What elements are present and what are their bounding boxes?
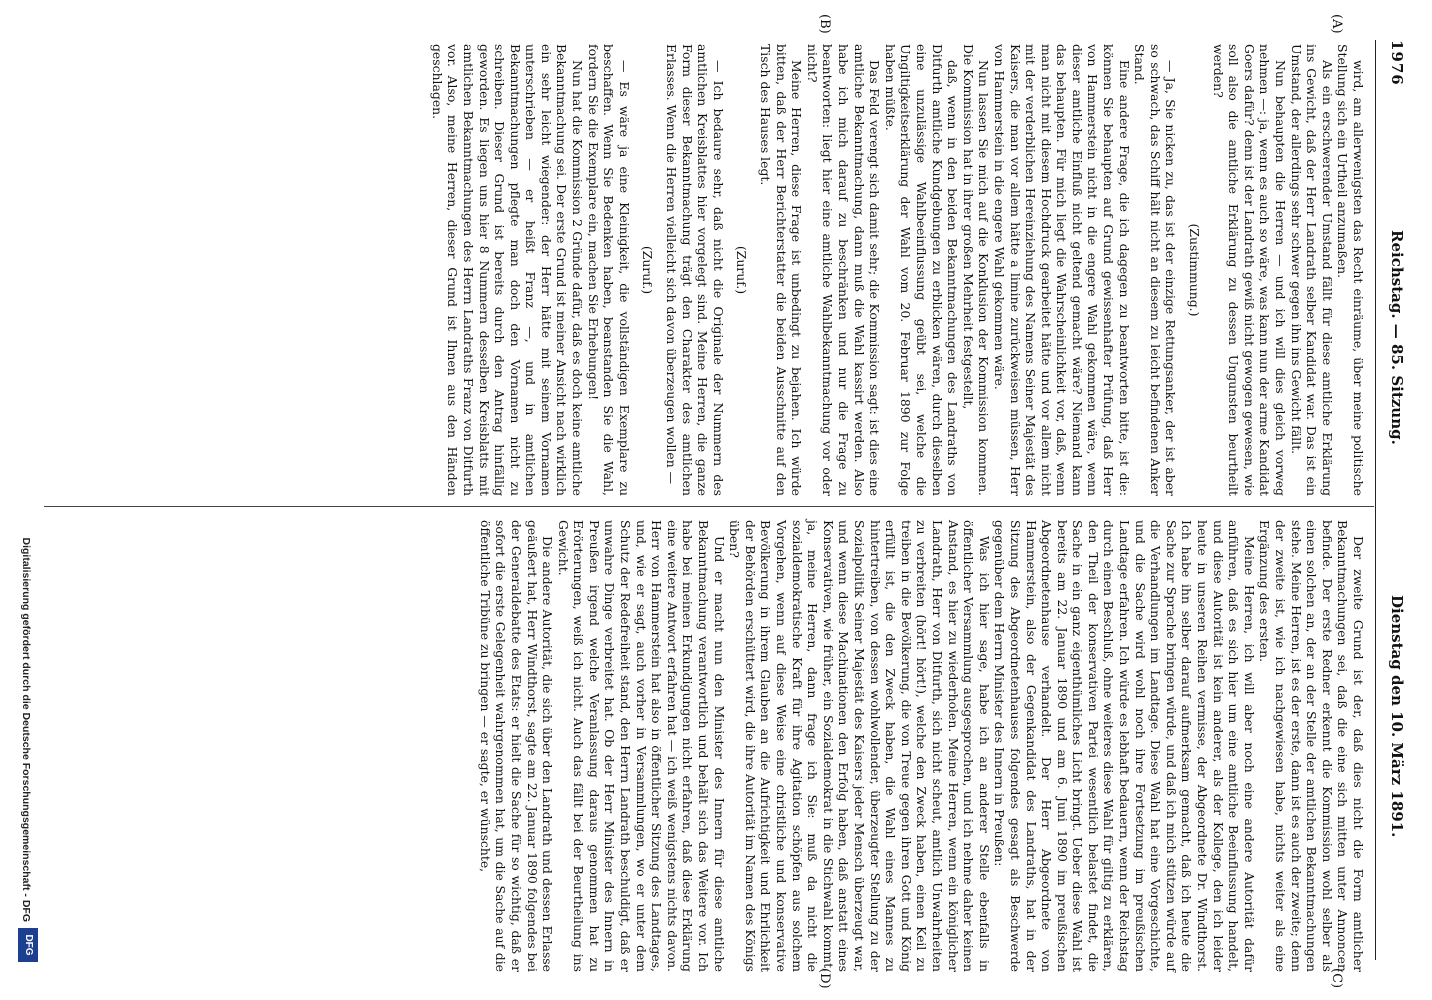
interjection: (Zuruf.) <box>640 245 656 295</box>
page-header <box>1380 40 1414 960</box>
paragraph: Das Feld verengt sich damit sehr; die Kommission sagt: ist dies eine amtliche Bekanntmachung, dann muß die Wahl kassirt werden. Also habe ich mich darauf zu beschränken und nur die Frage zu beantworten: liegt hier eine amtliche Wahlbekanntmachung vor oder nicht? <box>804 44 883 496</box>
margin-mark-b: (B) <box>817 14 832 34</box>
quoted-paragraph: Was ich hier sage, habe ich an anderer Stelle ebenfalls in öffentlicher Versammlung ausgesprochen, und ich nehme daher keinen Anstand, es hier zu wiederholen. Meine Herren, wenn ein königlicher Landrath, Herr von Ditfurth, sich nicht scheut, amtlich Unwahrheiten zu verbreiten (hört! hört!), welche den Zweck haben, einen Keil zu treiben in die Bevölkerung, die von Treue gegen ihren Gott und König erfüllt ist, die den Zweck haben, die Wahl eines Mannes zu hintertreiben, von dessen wohlwollender, überzeugter Stellung zu der Sozialpolitik Seiner Majestät des Kaisers jeder Mensch überzeugt war, und wenn diese Machinationen den Erfolg haben, daß anstatt eines Konservativen, wie früher, ein Sozialdemokrat in die Stichwahl kommt, ja, meine Herren, dann frage ich Sie: muß da nicht die sozialdemokratische Kraft für ihre Agitation schöpfen aus solchem Vorgehen, wenn auf diese Weise eine christliche und konservative Bevölkerung in ihrem Glauben an die Aufrichtigkeit und Ehrlichkeit der Behörden erschüttert wird, die ihre Autorität im Namen des Königs üben? <box>727 520 992 972</box>
paragraph: Nun behaupten die Herren — und ich will dies gleich vorweg nehmen —: ja, wenn es auch so wäre, was kann nun der arme Kandidat Goers dafür? denn ist der Landrath gewiß nicht gewogen gewesen, wie soll also die amtliche Erklärung zu dessen Ungunsten beurtheilt werden? <box>1210 44 1289 496</box>
paragraph: — Ich bedaure sehr, daß nicht die Originale der Nummern des amtlichen Kreisblattes hier vorgelegt sind. Meine Herren, die ganze Form dieser Bekanntmachung trägt den Charakter des amtlichen Erlasses. Wenn die Herren vielleicht sich davon überzeugen wollen — <box>664 44 726 496</box>
interjection: (Zustimmung.) <box>1187 223 1203 317</box>
header-rule <box>1375 40 1376 960</box>
paragraph: Nun lassen Sie mich auf die Konklusion der Kommission kommen. Die Kommission hat in ihrer großen Mehrheit festgestellt, <box>960 44 992 496</box>
credit-text: Digitalisierung gefördert durch die Deutsche Forschungsgemeinschaft - DFG <box>20 537 32 922</box>
session-date: Dienstag den 10. März 1891. <box>1388 595 1406 838</box>
paragraph: Als ein erschwerender Umstand fällt für diese amtliche Erklärung ins Gewicht, daß der Herr Landrath selber Kandidat war. Das ist ein Umstand, der allerdings sehr schwer gegen ihn ins Gewicht fällt. <box>1288 44 1335 496</box>
paragraph: Eine andere Frage, die ich dagegen zu beantworten bitte, ist die: können Sie behaupten auf Grund gewissenhafter Prüfung, daß Herr von Hammerstein nicht in die engere Wahl gekommen wäre, wenn dieser amtliche Einfluß nicht geltend gemacht wäre? Niemand kann das behaupten. Für mich liegt die Wahrscheinlichkeit vor, daß, wenn man nicht mit diesem Hochdruck gearbeitet hätte und vor allem nicht mit der verderblichen Hereinziehung des Namens Seiner Majestät des Kaisers, die man vor allem hätte a limine zurückweisen müssen, Herr von Hammerstein in die engere Wahl gekommen wäre. <box>991 44 1132 496</box>
interjection: (Zuruf.) <box>734 245 750 295</box>
margin-mark-a: (A) <box>1329 14 1344 34</box>
paragraph: — Ja, Sie nicken zu, das ist der einzige Rettungsanker, der ist aber so schwach, das Schiff hält nicht an diesem zu leicht befindenen Anker Stand. <box>1132 44 1179 496</box>
session-title: Reichstag. — 85. Sitzung. <box>1388 230 1406 445</box>
right-column <box>477 520 1366 972</box>
paragraph: — Es wäre ja eine Kleinigkeit, die vollständigen Exemplare zu beschaffen. Wenn Sie Bedenken haben, beanstanden Sie die Wahl, fordern Sie die Exemplare ein, machen Sie Erhebungen! <box>585 44 632 496</box>
paragraph: Meine Herren, ich will aber noch eine andere Autorität dafür anführen, daß es sich hier um eine amtliche Beeinflussung handelt, und diese Autorität ist kein anderer, als der Kollege, den ich leider heute in unseren Reihen vermisse, der Abgeordnete Dr. Windthorst. Ich habe ihn selber darauf aufmerksam gemacht, daß ich heute die Sache zur Sprache bringen würde, und daß ich mich stützen würde auf die Verhandlungen im Landtage. Diese Wahl hat eine Vorgeschichte, und die Sache wird wohl noch ihre Fortsetzung im preußischen Landtage erfahren. Ich würde es lebhaft bedauern, wenn der Reichstag durch einen Beschluß, ohne weiteres diese Wahl für giltig zu erklären, den Theil der konservativen Partei wesentlich belastet findet, die Sache in ein ganz eigenthümliches Licht bringt. Ueber diese Wahl ist bereits am 22. Januar 1890 und am 6. Juni 1890 im preußischen Abgeordnetenhause verhandelt. Der Herr Abgeordnete von Hammerstein, also der Gegenkandidat des Landraths, hat in der Sitzung des Abgeordnetenhauses folgendes gesagt als Beschwerde gegenüber dem Herrn Minister des Innern in Preußen: <box>992 520 1257 972</box>
paragraph: Nun hat die Kommission 2 Gründe dafür, daß es doch keine amtliche Bekanntmachung sei. Der erste Grund ist meiner Ansicht nach wirklich ein sehr leicht wiegender: der Herr hätte mit seinem Vornamen unterschrieben — er heißt Franz —, und in amtlichen Bekanntmachungen pflegte man doch den Vornamen nicht zu schreiben. Dieser Grund ist bereits durch den Antrag hinfällig geworden. Es liegen uns hier 8 Nummern desselben Kreisblatts mit amtlichen Bekanntmachungen des Herrn Landraths Franz von Ditfurth vor. Also, meine Herren, dieser Grund ist Ihnen aus den Händen geschlagen. <box>429 44 586 496</box>
column-divider <box>44 506 1374 507</box>
paragraph: Der zweite Grund ist der, daß dies nicht die Form amtlicher Bekanntmachungen sei, daß die eine sich mitten unter Annoncen befinde. Der erste Redner erkennt die Kommission wohl selber als einen solchen an, der an der Stelle der amtlichen Bekanntmachungen stehe. Meine Herren, ist es der erste, dann ist es auch der zweite; denn der zweite ist, wie ich nachgewiesen habe, nichts weiter als eine Ergänzung des ersten. <box>1257 520 1366 972</box>
margin-mark-d: (D) <box>817 968 832 989</box>
left-column <box>429 44 1366 496</box>
paragraph: Meine Herren, diese Frage ist unbedingt zu bejahen. Ich würde bitten, daß der Herr Berichterstatter die beiden Ausschnitte auf den Tisch des Hauses legt. <box>758 44 805 496</box>
page-number: 1976 <box>1388 40 1406 86</box>
dfg-logo: DFG <box>18 928 38 962</box>
paragraph: Und er macht nun den Minister des Innern für diese amtliche Bekanntmachung verantwortlich und behält sich das Weitere vor. Ich habe bei meinen Erkundigungen nicht erfahren, daß diese Erklärung eine weitere Antwort erfahren hat — ich weiß wenigstens nichts davon. Herr von Hammerstein hat also in öffentlicher Sitzung des Landtages, und, wie er sagt, auch vorher in Versammlungen, wo er unter dem Schutz der Redefreiheit stand, den Herrn Landrath beschuldigt, daß er unwahre Dinge verbreitet hat. Ob der Herr Minister des Innern in Preußen irgend welche Veranlassung daraus genommen hat zu Erörterungen, weiß ich nicht. Auch das fällt bei der Beurtheilung ins Gewicht. <box>555 520 727 972</box>
margin-mark-c: (C) <box>1329 968 1344 989</box>
quoted-paragraph: daß, wenn in den beiden Bekanntmachungen des Landraths von Ditfurth amtliche Kundgebungen zu erblicken wären, durch dieselben eine unzulässige Wahlbeeinflussung geübt sei, welche die Ungiltigkeitserklärung der Wahl vom 20. Februar 1890 zur Folge haben müßte. <box>882 44 961 496</box>
paragraph: wird, am allerwenigsten das Recht einräume, über meine politische Stellung sich ein Urtheil anzumaßen. <box>1335 44 1366 496</box>
paragraph: Die andere Autorität, die sich über den Landrath und dessen Erlasse geäußert hat, Herr Windthorst, sagte am 22. Januar 1890 folgendes bei der Generaldebatte des Etats: er hielt die Sache für so wichtig, daß er sofort die erste Gelegenheit wahrgenommen hat, um die Sache auf die öffentliche Tribüne zu bringen — er sagte, er wünschte, <box>477 520 556 972</box>
